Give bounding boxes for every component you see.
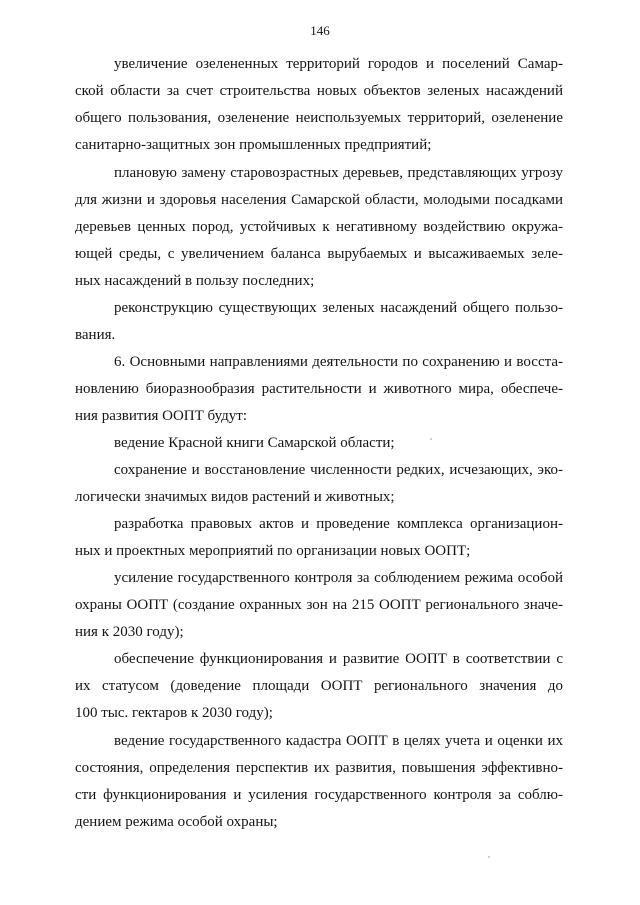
text-line: санитарно-защитных зон промышленных предприятий; bbox=[75, 137, 432, 153]
text-line: сохранение и восстановление численности редких, исчезающих, эко- bbox=[114, 462, 563, 478]
scan-speck bbox=[488, 856, 490, 858]
text-line: сти функционирования и усиления государственного контроля за соблю- bbox=[75, 787, 563, 803]
text-line: ния к 2030 году); bbox=[75, 624, 184, 640]
text-line: ных насаждений в пользу последних; bbox=[75, 273, 315, 289]
page-number: 146 bbox=[310, 23, 330, 38]
text-line: ской области за счет строительства новых объектов зеленых насаждений bbox=[75, 83, 563, 99]
text-line: их статусом (доведение площади ООПТ регионального значения до bbox=[75, 678, 563, 694]
text-line: новлению биоразнообразия растительности и животного мира, обеспече- bbox=[75, 381, 563, 397]
text-line: обеспечение функционирования и развитие ООПТ в соответствии с bbox=[114, 651, 563, 667]
text-line: разработка правовых актов и проведение комплекса организацион- bbox=[114, 516, 563, 532]
text-line: реконструкцию существующих зеленых насаждений общего пользо- bbox=[114, 300, 563, 316]
scan-speck bbox=[430, 438, 432, 440]
text-line: усиление государственного контроля за соблюдением режима особой bbox=[114, 570, 563, 586]
text-line: для жизни и здоровья населения Самарской области, молодыми посадками bbox=[75, 192, 563, 208]
text-line: 6. Основными направлениями деятельности по сохранению и восста- bbox=[114, 354, 563, 370]
text-line: ведение государственного кадастра ООПТ в целях учета и оценки их bbox=[114, 733, 563, 749]
text-line: состояния, определения перспектив их развития, повышения эффективно- bbox=[75, 760, 563, 776]
text-line: вания. bbox=[75, 327, 116, 343]
text-line: деревьев ценных пород, устойчивых к негативному воздействию окружа- bbox=[75, 219, 563, 235]
text-line: ния развития ООПТ будут: bbox=[75, 408, 248, 424]
text-line: дением режима особой охраны; bbox=[75, 814, 278, 830]
text-line: плановую замену старовозрастных деревьев, представляющих угрозу bbox=[114, 165, 563, 181]
text-line: ющей среды, с увеличением баланса вырубаемых и высаживаемых зеле- bbox=[75, 246, 563, 262]
text-line: охраны ООПТ (создание охранных зон на 215 ООПТ регионального значе- bbox=[75, 597, 563, 613]
text-line: ведение Красной книги Самарской области; bbox=[114, 435, 395, 451]
text-line: логически значимых видов растений и животных; bbox=[75, 489, 395, 505]
text-line: общего пользования, озеленение неиспользуемых территорий, озеленение bbox=[75, 110, 563, 126]
text-line: увеличение озелененных территорий городов и поселений Самар- bbox=[114, 56, 563, 72]
text-line: 100 тыс. гектаров к 2030 году); bbox=[75, 705, 273, 721]
text-line: ных и проектных мероприятий по организации новых ООПТ; bbox=[75, 543, 471, 559]
